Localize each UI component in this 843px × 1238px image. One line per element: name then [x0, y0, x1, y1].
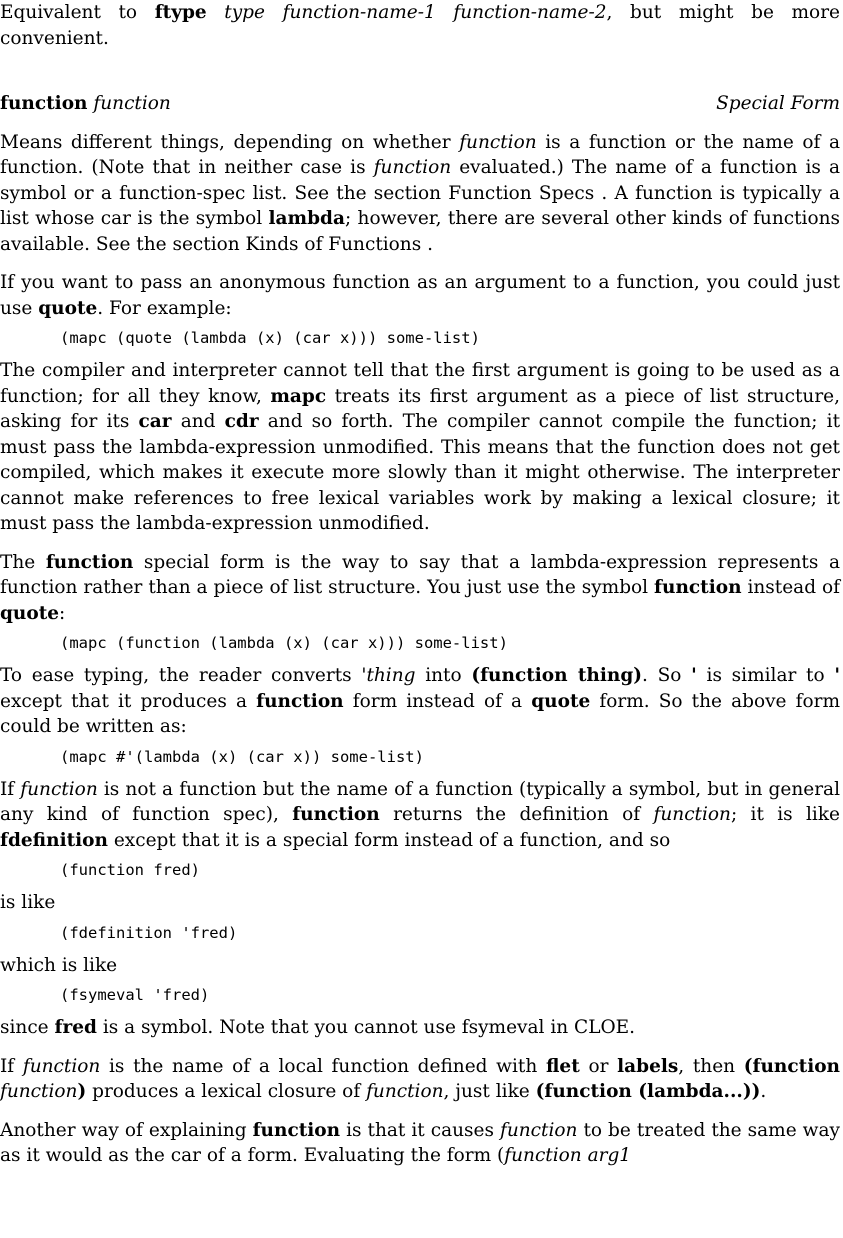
- code-example-2: (mapc (function (lambda (x) (car x))) some-list): [60, 634, 508, 652]
- code-example-6: (fsymeval 'fred): [60, 986, 210, 1004]
- paragraph-3: The compiler and interpreter cannot tell that the first argument is going to be used as a function; for all they know, mapc treats its first argument as a piece of list structure, asking for its car and cdr and so forth. The compiler cannot compile the function; it must pass the lambda-expression unmodified. This means that the function does not get compiled, which makes it execute more slowly than it might otherwise. The interpreter cannot make references to free lexical variables work by making a lexical closure; it must pass the lambda-expression unmodified.: [0, 360, 841, 534]
- paragraph-9: since fred is a symbol. Note that you cannot use fsymeval in CLOE.: [0, 1017, 636, 1038]
- ftype-term: ftype: [154, 2, 207, 23]
- entry-heading: [0, 91, 840, 117]
- entry-name: function: [0, 93, 88, 114]
- paragraph-8: which is like: [0, 954, 118, 976]
- paragraph-10: If function is the name of a local function defined with flet or labels, then (function function) produces a lexical closure of function, just like (function (lambda...)).: [0, 1055, 841, 1102]
- paragraph-11: Another way of explaining function is that it causes function to be treated the same way as it would as the car of a form. Evaluating the form (function arg1: [0, 1119, 840, 1166]
- paragraph-7: is like: [0, 892, 56, 913]
- intro-paragraph: Equivalent to ftype type function-name-1 function-name-2, but might be more convenient.: [0, 2, 840, 49]
- paragraph-4: The function special form is the way to say that a lambda-expression represents a function rather than a piece of list structure. You just use the symbol function instead of quote:: [0, 551, 840, 624]
- paragraph-2: If you want to pass an anonymous function as an argument to a function, you could just use quote. For example:: [0, 272, 840, 319]
- entry-kind: Special Form: [716, 93, 840, 114]
- paragraph-1: Means different things, depending on whether function is a function or the name of a function. (Note that in neither case is function evaluated.) The name of a function is a symbol or a function-spec list. See the section Function Specs . A function is typically a list whose car is the symbol lambda; however, there are several other kinds of functions available. See the section Kinds of Functions .: [0, 131, 841, 255]
- paragraph-5: To ease typing, the reader converts 'thing into (function thing). So ' is similar to ' except that it produces a function form instead of a quote form. So the above form could be written as:: [0, 665, 840, 737]
- entry-arg: function: [93, 93, 171, 114]
- code-example-3: (mapc #'(lambda (x) (car x)) some-list): [60, 747, 424, 766]
- code-example-5: (fdefinition 'fred): [60, 923, 238, 942]
- code-example-1: (mapc (quote (lambda (x) (car x))) some-list): [60, 329, 480, 347]
- paragraph-6: If function is not a function but the name of a function (typically a symbol, but in general any kind of function spec), function returns the definition of function; it is like fdefinition except that it is a special form instead of a function, and so: [0, 778, 840, 851]
- code-example-4: (function fred): [60, 861, 200, 879]
